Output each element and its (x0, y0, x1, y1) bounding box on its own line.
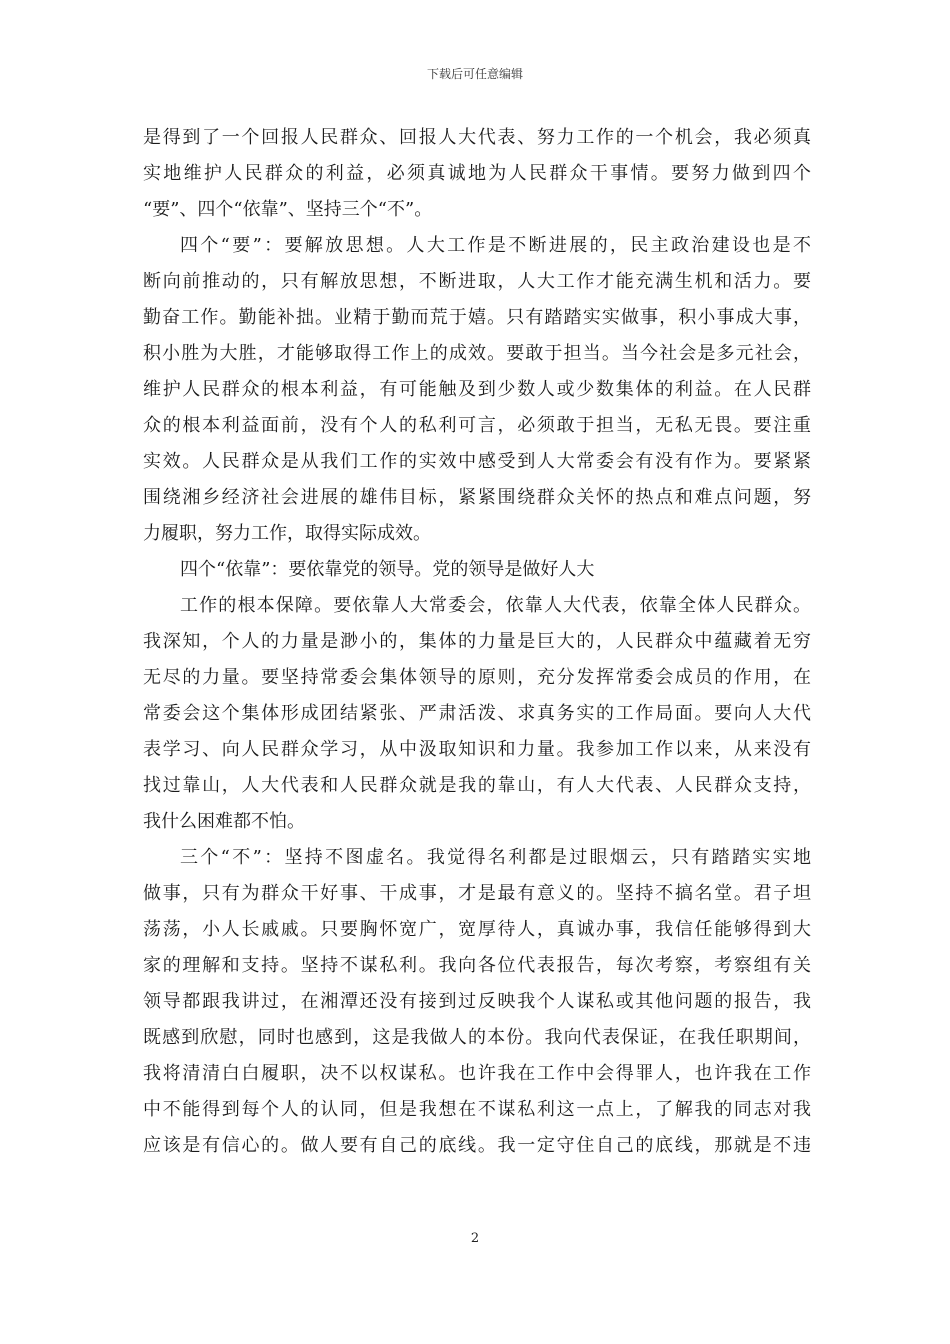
text-line: 勤奋工作。勤能补拙。业精于勤而荒于嬉。只有踏踏实实做事，积小事成大事， (143, 307, 811, 328)
text-line: 实地维护人民群众的利益，必须真诚地为人民群众干事情。要努力做到四个 (143, 163, 811, 184)
text-line: “要”、四个“依靠”、坚持三个“不”。 (143, 199, 433, 220)
text-line: 应该是有信心的。做人要有自己的底线。我一定守住自己的底线，那就是不违 (143, 1135, 811, 1156)
text-line: 做事，只有为群众干好事、干成事，才是最有意义的。坚持不搞名堂。君子坦 (143, 883, 811, 904)
paragraph-start-line: 工作的根本保障。要依靠人大常委会，依靠人大代表，依靠全体人民群众。 (180, 595, 811, 616)
paragraph-start-line: 三个“不”：坚持不图虚名。我觉得名利都是过眼烟云，只有踏踏实实地 (180, 847, 811, 868)
text-line: 实效。人民群众是从我们工作的实效中感受到人大常委会有没有作为。要紧紧 (143, 451, 811, 472)
text-line: 我什么困难都不怕。 (143, 811, 305, 832)
text-line: 领导都跟我讲过，在湘潭还没有接到过反映我个人谋私或其他问题的报告，我 (143, 991, 811, 1012)
text-line: 断向前推动的，只有解放思想，不断进取，人大工作才能充满生机和活力。要 (143, 271, 811, 292)
document-body (143, 120, 811, 1164)
text-line: 无尽的力量。要坚持常委会集体领导的原则，充分发挥常委会成员的作用，在 (143, 667, 811, 688)
text-line: 众的根本利益面前，没有个人的私利可言，必须敢于担当，无私无畏。要注重 (143, 415, 811, 436)
text-line: 中不能得到每个人的认同，但是我想在不谋私利这一点上，了解我的同志对我 (143, 1099, 811, 1120)
text-line: 找过靠山，人大代表和人民群众就是我的靠山，有人大代表、人民群众支持， (143, 775, 811, 796)
text-line: 我将清清白白履职，决不以权谋私。也许我在工作中会得罪人，也许我在工作 (143, 1063, 811, 1084)
text-line: 我深知，个人的力量是渺小的，集体的力量是巨大的，人民群众中蕴藏着无穷 (143, 631, 811, 652)
text-line: 荡荡，小人长戚戚。只要胸怀宽广，宽厚待人，真诚办事，我信任能够得到大 (143, 919, 811, 940)
text-line: 既感到欣慰，同时也感到，这是我做人的本份。我向代表保证，在我任职期间， (143, 1027, 811, 1048)
text-line: 是得到了一个回报人民群众、回报人大代表、努力工作的一个机会，我必须真 (143, 127, 811, 148)
paragraph-start-line: 四个“依靠”：要依靠党的领导。党的领导是做好人大 (180, 559, 595, 580)
text-line: 家的理解和支持。坚持不谋私利。我向各位代表报告，每次考察，考察组有关 (143, 955, 811, 976)
text-line: 围绕湘乡经济社会进展的雄伟目标，紧紧围绕群众关怀的热点和难点问题，努 (143, 487, 811, 508)
text-line: 常委会这个集体形成团结紧张、严肃活泼、求真务实的工作局面。要向人大代 (143, 703, 811, 724)
text-line: 积小胜为大胜，才能够取得工作上的成效。要敢于担当。当今社会是多元社会， (143, 343, 811, 364)
text-line: 维护人民群众的根本利益，有可能触及到少数人或少数集体的利益。在人民群 (143, 379, 811, 400)
text-line: 力履职，努力工作，取得实际成效。 (143, 523, 431, 544)
page-number: 2 (470, 1231, 480, 1246)
paragraph-start-line: 四个“要”：要解放思想。人大工作是不断进展的，民主政治建设也是不 (180, 235, 811, 256)
text-line: 表学习、向人民群众学习，从中汲取知识和力量。我参加工作以来，从来没有 (143, 739, 811, 760)
page-header: 下载后可任意编辑 (426, 67, 523, 81)
